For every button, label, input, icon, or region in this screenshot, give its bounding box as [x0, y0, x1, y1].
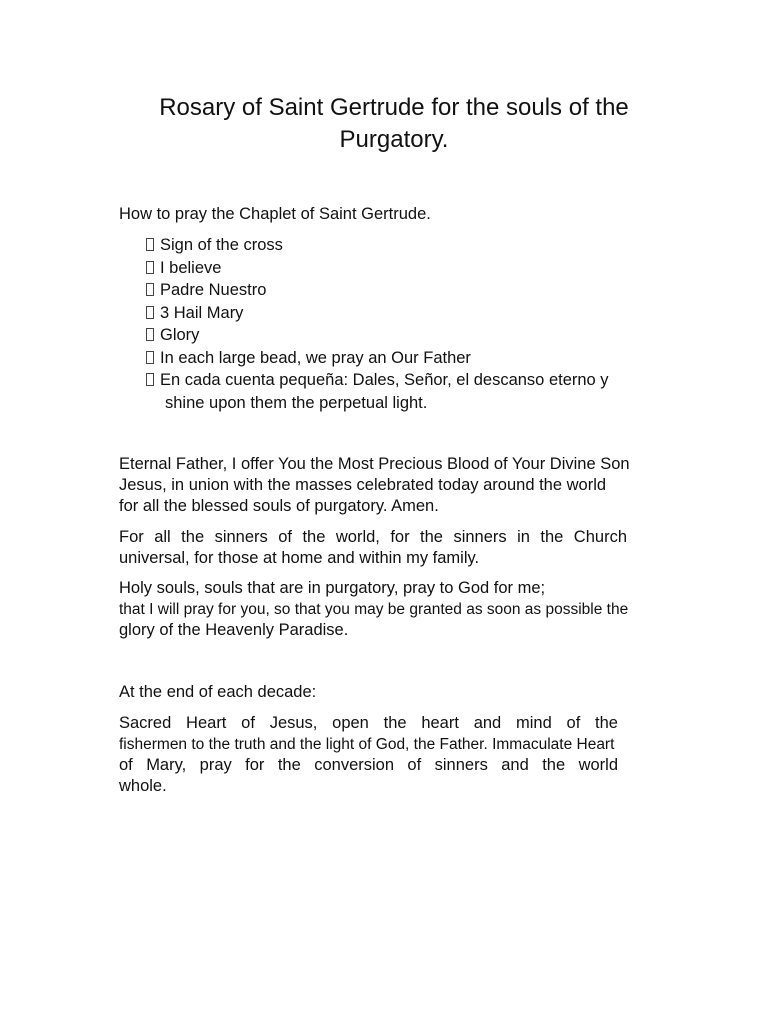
bullet-box-icon: [146, 238, 154, 251]
prayer-line: Eternal Father, I offer You the Most Precious Blood of Your Divine Son: [119, 455, 630, 473]
list-item: [146, 369, 609, 414]
bullet-box-icon: [146, 351, 154, 364]
eternal-father-prayer: [119, 454, 699, 517]
prayer-line: glory of the Heavenly Paradise.: [119, 621, 349, 639]
intro-paragraph: [119, 204, 699, 225]
step-text: En cada cuenta pequeña: Dales, Señor, el descanso eterno y: [160, 371, 609, 389]
list-item: [146, 234, 609, 257]
sinners-prayer: [119, 527, 627, 569]
steps-list: [146, 234, 609, 414]
step-text: Padre Nuestro: [160, 281, 267, 299]
bullet-box-icon: [146, 283, 154, 296]
prayer-line: whole.: [119, 777, 167, 795]
step-text: Glory: [160, 326, 200, 344]
step-text-continuation: shine upon them the perpetual light.: [165, 393, 428, 412]
holy-souls-prayer: [119, 578, 699, 641]
prayer-line: Sacred Heart of Jesus, open the heart and mind of the: [119, 714, 618, 732]
prayer-line: for all the blessed souls of purgatory. Amen.: [119, 497, 439, 515]
step-text: I believe: [160, 258, 222, 277]
list-item: [146, 324, 609, 347]
step-text: In each large bead, we pray an Our Father: [160, 348, 471, 367]
list-item: [146, 257, 609, 280]
list-item: [146, 302, 609, 325]
step-text: 3 Hail Mary: [160, 303, 244, 322]
prayer-line: Jesus, in union with the masses celebrated today around the world: [119, 476, 607, 494]
step-text: Sign of the cross: [160, 236, 283, 254]
bullet-box-icon: [146, 261, 154, 274]
title-line: Rosary of Saint Gertrude for the souls of the: [159, 94, 629, 121]
prayer-line: fishermen to the truth and the light of God, the Father. Immaculate Heart: [119, 736, 615, 753]
document-title: [120, 92, 668, 156]
prayer-line: Holy souls, souls that are in purgatory, pray to God for me;: [119, 579, 546, 597]
bullet-box-icon: [146, 328, 154, 341]
sacred-heart-prayer: [119, 713, 618, 797]
prayer-line: of Mary, pray for the conversion of sinners and the world: [119, 756, 618, 774]
title-line: Purgatory.: [339, 126, 449, 153]
decade-heading-text: At the end of each decade:: [119, 683, 317, 701]
list-item: [146, 347, 609, 370]
bullet-box-icon: [146, 306, 154, 319]
decade-heading: [119, 682, 699, 703]
prayer-line: For all the sinners of the world, for the sinners in the Church: [119, 528, 627, 546]
prayer-line: universal, for those at home and within my family.: [119, 549, 480, 567]
intro-text: How to pray the Chaplet of Saint Gertrude.: [119, 205, 431, 223]
prayer-line: that I will pray for you, so that you may be granted as soon as possible the: [119, 601, 629, 618]
list-item: [146, 279, 609, 302]
bullet-box-icon: [146, 373, 154, 386]
